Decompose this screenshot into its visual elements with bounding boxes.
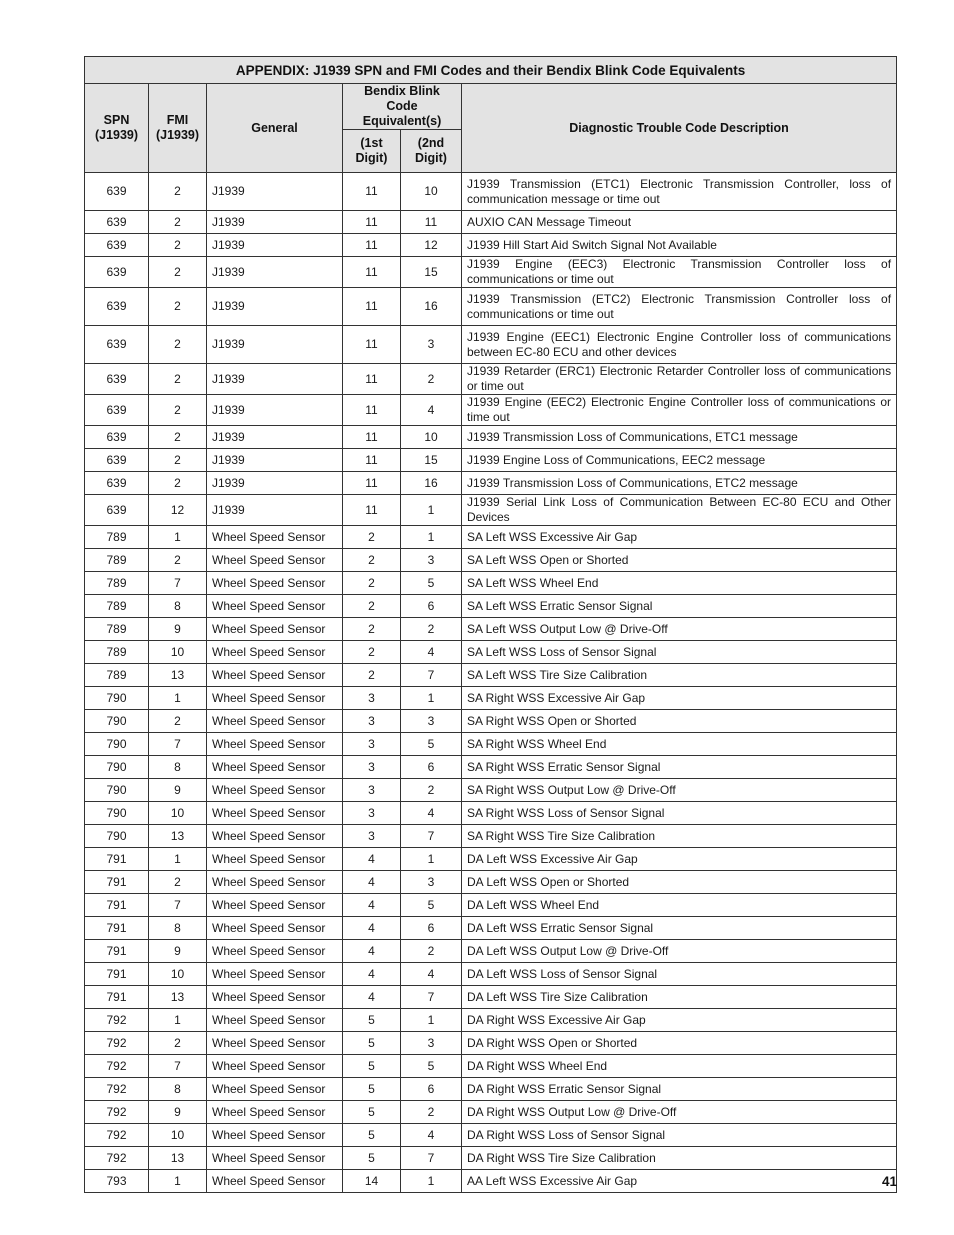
description-cell: AA Left WSS Excessive Air Gap: [462, 1170, 897, 1193]
spn-cell: 791: [85, 894, 149, 917]
table-row: [85, 871, 897, 894]
first-digit-cell: 4: [343, 917, 401, 940]
spn-cell: 792: [85, 1032, 149, 1055]
second-digit-cell: 1: [401, 1170, 462, 1193]
general-cell: J1939: [207, 449, 343, 472]
first-digit-cell: 11: [343, 257, 401, 288]
general-cell: J1939: [207, 211, 343, 234]
fmi-cell: 12: [149, 495, 207, 526]
spn-cell: 639: [85, 449, 149, 472]
first-digit-cell: 4: [343, 986, 401, 1009]
spn-cell: 791: [85, 963, 149, 986]
description-cell: SA Left WSS Wheel End: [462, 572, 897, 595]
description-cell: SA Left WSS Excessive Air Gap: [462, 526, 897, 549]
first-digit-cell: 11: [343, 326, 401, 364]
first-digit-cell: 3: [343, 710, 401, 733]
spn-cell: 790: [85, 710, 149, 733]
second-digit-cell: 2: [401, 1101, 462, 1124]
first-digit-cell: 4: [343, 940, 401, 963]
first-digit-cell: 5: [343, 1078, 401, 1101]
second-digit-cell: 12: [401, 234, 462, 257]
table-row: [85, 472, 897, 495]
table-row: [85, 986, 897, 1009]
general-cell: Wheel Speed Sensor: [207, 1101, 343, 1124]
table-row: [85, 549, 897, 572]
description-cell: DA Left WSS Loss of Sensor Signal: [462, 963, 897, 986]
general-cell: Wheel Speed Sensor: [207, 963, 343, 986]
general-header: General: [207, 84, 343, 173]
description-cell: J1939 Transmission Loss of Communications, ETC1 message: [462, 426, 897, 449]
table-row: [85, 1078, 897, 1101]
general-cell: Wheel Speed Sensor: [207, 1170, 343, 1193]
spn-cell: 790: [85, 756, 149, 779]
fmi-cell: 8: [149, 1078, 207, 1101]
general-cell: J1939: [207, 495, 343, 526]
general-cell: J1939: [207, 326, 343, 364]
fmi-cell: 1: [149, 1009, 207, 1032]
second-digit-cell: 4: [401, 1124, 462, 1147]
fmi-cell: 7: [149, 572, 207, 595]
fmi-cell: 7: [149, 894, 207, 917]
spn-cell: 791: [85, 986, 149, 1009]
general-cell: Wheel Speed Sensor: [207, 549, 343, 572]
table-row: [85, 1009, 897, 1032]
general-cell: Wheel Speed Sensor: [207, 1078, 343, 1101]
spn-cell: 790: [85, 687, 149, 710]
table-row: [85, 449, 897, 472]
blink-code-table: [84, 56, 897, 1193]
fmi-cell: 8: [149, 756, 207, 779]
first-digit-cell: 11: [343, 426, 401, 449]
table-row: [85, 426, 897, 449]
fmi-cell: 10: [149, 802, 207, 825]
fmi-cell: 1: [149, 526, 207, 549]
first-digit-cell: 3: [343, 687, 401, 710]
first-digit-cell: 2: [343, 641, 401, 664]
first-digit-cell: 3: [343, 756, 401, 779]
second-digit-cell: 4: [401, 395, 462, 426]
description-cell: J1939 Transmission (ETC2) Electronic Transmission Controller loss of communications or time out: [462, 288, 897, 326]
second-digit-cell: 5: [401, 733, 462, 756]
general-cell: Wheel Speed Sensor: [207, 940, 343, 963]
table-row: [85, 1170, 897, 1193]
first-digit-cell: 5: [343, 1147, 401, 1170]
general-cell: J1939: [207, 364, 343, 395]
description-cell: J1939 Engine (EEC2) Electronic Engine Controller loss of communications or time out: [462, 395, 897, 426]
fmi-cell: 2: [149, 326, 207, 364]
second-digit-cell: 2: [401, 364, 462, 395]
first-digit-cell: 11: [343, 173, 401, 211]
first-digit-cell: 3: [343, 733, 401, 756]
fmi-cell: 13: [149, 1147, 207, 1170]
description-cell: SA Right WSS Open or Shorted: [462, 710, 897, 733]
table-row: [85, 618, 897, 641]
fmi-cell: 2: [149, 173, 207, 211]
second-digit-cell: 10: [401, 173, 462, 211]
spn-cell: 789: [85, 595, 149, 618]
second-digit-cell: 2: [401, 940, 462, 963]
fmi-cell: 2: [149, 871, 207, 894]
blink-code-header: Bendix Blink Code Equivalent(s): [343, 84, 462, 130]
description-cell: J1939 Engine Loss of Communications, EEC2 message: [462, 449, 897, 472]
spn-cell: 639: [85, 257, 149, 288]
fmi-cell: 2: [149, 1032, 207, 1055]
first-digit-cell: 2: [343, 572, 401, 595]
description-cell: SA Left WSS Open or Shorted: [462, 549, 897, 572]
fmi-cell: 10: [149, 1124, 207, 1147]
spn-cell: 639: [85, 288, 149, 326]
fmi-cell: 2: [149, 449, 207, 472]
table-body: [85, 173, 897, 1193]
fmi-cell: 2: [149, 426, 207, 449]
spn-cell: 789: [85, 572, 149, 595]
fmi-cell: 9: [149, 940, 207, 963]
table-row: [85, 288, 897, 326]
table-row: [85, 1101, 897, 1124]
first-digit-cell: 5: [343, 1101, 401, 1124]
description-cell: SA Right WSS Loss of Sensor Signal: [462, 802, 897, 825]
general-cell: Wheel Speed Sensor: [207, 1147, 343, 1170]
table-row: [85, 779, 897, 802]
spn-cell: 639: [85, 395, 149, 426]
second-digit-cell: 6: [401, 595, 462, 618]
spn-header: SPN (J1939): [85, 84, 149, 173]
first-digit-cell: 2: [343, 618, 401, 641]
fmi-cell: 7: [149, 1055, 207, 1078]
second-digit-cell: 15: [401, 449, 462, 472]
first-digit-cell: 5: [343, 1055, 401, 1078]
general-cell: Wheel Speed Sensor: [207, 572, 343, 595]
description-cell: DA Left WSS Wheel End: [462, 894, 897, 917]
first-digit-cell: 11: [343, 288, 401, 326]
general-cell: J1939: [207, 472, 343, 495]
second-digit-cell: 4: [401, 641, 462, 664]
second-digit-cell: 7: [401, 986, 462, 1009]
second-digit-cell: 3: [401, 871, 462, 894]
general-cell: J1939: [207, 173, 343, 211]
spn-cell: 789: [85, 618, 149, 641]
fmi-cell: 2: [149, 211, 207, 234]
table-row: [85, 395, 897, 426]
table-row: [85, 326, 897, 364]
fmi-cell: 8: [149, 917, 207, 940]
general-cell: Wheel Speed Sensor: [207, 1009, 343, 1032]
spn-cell: 639: [85, 211, 149, 234]
general-cell: Wheel Speed Sensor: [207, 1055, 343, 1078]
description-cell: DA Left WSS Excessive Air Gap: [462, 848, 897, 871]
fmi-cell: 1: [149, 848, 207, 871]
second-digit-cell: 1: [401, 848, 462, 871]
spn-cell: 792: [85, 1055, 149, 1078]
fmi-cell: 2: [149, 549, 207, 572]
table-row: [85, 687, 897, 710]
description-cell: SA Right WSS Output Low @ Drive-Off: [462, 779, 897, 802]
fmi-cell: 9: [149, 1101, 207, 1124]
fmi-cell: 8: [149, 595, 207, 618]
description-cell: J1939 Transmission Loss of Communications, ETC2 message: [462, 472, 897, 495]
general-cell: Wheel Speed Sensor: [207, 894, 343, 917]
fmi-cell: 2: [149, 395, 207, 426]
second-digit-cell: 3: [401, 549, 462, 572]
first-digit-cell: 4: [343, 963, 401, 986]
spn-cell: 789: [85, 664, 149, 687]
table-row: [85, 894, 897, 917]
table-row: [85, 257, 897, 288]
general-cell: Wheel Speed Sensor: [207, 917, 343, 940]
general-cell: Wheel Speed Sensor: [207, 825, 343, 848]
table-title: APPENDIX: J1939 SPN and FMI Codes and their Bendix Blink Code Equivalents: [85, 57, 897, 84]
first-digit-cell: 11: [343, 364, 401, 395]
general-cell: Wheel Speed Sensor: [207, 1032, 343, 1055]
second-digit-cell: 4: [401, 963, 462, 986]
general-cell: Wheel Speed Sensor: [207, 641, 343, 664]
second-digit-cell: 15: [401, 257, 462, 288]
spn-cell: 639: [85, 495, 149, 526]
spn-cell: 639: [85, 173, 149, 211]
general-cell: J1939: [207, 426, 343, 449]
spn-cell: 789: [85, 526, 149, 549]
second-digit-cell: 5: [401, 572, 462, 595]
description-cell: J1939 Transmission (ETC1) Electronic Transmission Controller, loss of communication message or time out: [462, 173, 897, 211]
general-cell: J1939: [207, 395, 343, 426]
description-cell: DA Left WSS Open or Shorted: [462, 871, 897, 894]
table-row: [85, 495, 897, 526]
first-digit-cell: 3: [343, 802, 401, 825]
second-digit-cell: 16: [401, 472, 462, 495]
fmi-cell: 2: [149, 364, 207, 395]
general-cell: Wheel Speed Sensor: [207, 848, 343, 871]
table-row: [85, 211, 897, 234]
fmi-cell: 2: [149, 472, 207, 495]
description-cell: SA Right WSS Excessive Air Gap: [462, 687, 897, 710]
fmi-cell: 1: [149, 687, 207, 710]
first-digit-cell: 2: [343, 549, 401, 572]
description-cell: DA Right WSS Excessive Air Gap: [462, 1009, 897, 1032]
general-cell: Wheel Speed Sensor: [207, 618, 343, 641]
second-digit-cell: 6: [401, 1078, 462, 1101]
second-digit-cell: 1: [401, 1009, 462, 1032]
table-row: [85, 848, 897, 871]
description-cell: J1939 Engine (EEC1) Electronic Engine Controller loss of communications between EC-80 ECU and other devices: [462, 326, 897, 364]
spn-cell: 792: [85, 1009, 149, 1032]
table-row: [85, 572, 897, 595]
table-row: [85, 1147, 897, 1170]
spn-cell: 789: [85, 549, 149, 572]
second-digit-cell: 11: [401, 211, 462, 234]
second-digit-cell: 2: [401, 779, 462, 802]
table-row: [85, 1124, 897, 1147]
description-cell: J1939 Serial Link Loss of Communication Between EC-80 ECU and Other Devices: [462, 495, 897, 526]
fmi-cell: 10: [149, 641, 207, 664]
description-cell: SA Right WSS Tire Size Calibration: [462, 825, 897, 848]
description-cell: DA Right WSS Loss of Sensor Signal: [462, 1124, 897, 1147]
first-digit-cell: 11: [343, 395, 401, 426]
table-row: [85, 733, 897, 756]
description-cell: AUXIO CAN Message Timeout: [462, 211, 897, 234]
spn-cell: 790: [85, 733, 149, 756]
second-digit-cell: 4: [401, 802, 462, 825]
second-digit-cell: 3: [401, 326, 462, 364]
description-cell: SA Left WSS Loss of Sensor Signal: [462, 641, 897, 664]
second-digit-cell: 5: [401, 894, 462, 917]
first-digit-cell: 11: [343, 495, 401, 526]
spn-cell: 791: [85, 848, 149, 871]
second-digit-cell: 7: [401, 825, 462, 848]
spn-cell: 793: [85, 1170, 149, 1193]
description-cell: DA Left WSS Tire Size Calibration: [462, 986, 897, 1009]
second-digit-cell: 10: [401, 426, 462, 449]
spn-cell: 639: [85, 472, 149, 495]
fmi-cell: 2: [149, 234, 207, 257]
spn-cell: 639: [85, 234, 149, 257]
spn-cell: 791: [85, 871, 149, 894]
table-header: [85, 57, 897, 173]
fmi-cell: 9: [149, 618, 207, 641]
first-digit-cell: 11: [343, 449, 401, 472]
description-cell: DA Right WSS Erratic Sensor Signal: [462, 1078, 897, 1101]
second-digit-cell: 16: [401, 288, 462, 326]
spn-cell: 791: [85, 917, 149, 940]
general-cell: Wheel Speed Sensor: [207, 526, 343, 549]
table-row: [85, 1032, 897, 1055]
spn-cell: 639: [85, 326, 149, 364]
general-cell: J1939: [207, 288, 343, 326]
table-row: [85, 234, 897, 257]
second-digit-cell: 6: [401, 917, 462, 940]
table-row: [85, 641, 897, 664]
spn-cell: 790: [85, 825, 149, 848]
description-cell: SA Left WSS Tire Size Calibration: [462, 664, 897, 687]
first-digit-cell: 2: [343, 664, 401, 687]
table-row: [85, 173, 897, 211]
first-digit-cell: 11: [343, 211, 401, 234]
table-row: [85, 710, 897, 733]
table-row: [85, 940, 897, 963]
general-cell: Wheel Speed Sensor: [207, 802, 343, 825]
spn-cell: 789: [85, 641, 149, 664]
fmi-cell: 13: [149, 825, 207, 848]
general-cell: Wheel Speed Sensor: [207, 756, 343, 779]
first-digit-header: (1st Digit): [343, 130, 401, 173]
second-digit-cell: 3: [401, 710, 462, 733]
second-digit-cell: 3: [401, 1032, 462, 1055]
description-cell: J1939 Hill Start Aid Switch Signal Not Available: [462, 234, 897, 257]
first-digit-cell: 11: [343, 472, 401, 495]
description-cell: DA Right WSS Output Low @ Drive-Off: [462, 1101, 897, 1124]
table-row: [85, 595, 897, 618]
general-cell: Wheel Speed Sensor: [207, 986, 343, 1009]
fmi-cell: 10: [149, 963, 207, 986]
description-cell: DA Right WSS Wheel End: [462, 1055, 897, 1078]
general-cell: Wheel Speed Sensor: [207, 687, 343, 710]
first-digit-cell: 2: [343, 595, 401, 618]
second-digit-cell: 5: [401, 1055, 462, 1078]
general-cell: Wheel Speed Sensor: [207, 1124, 343, 1147]
description-cell: SA Right WSS Wheel End: [462, 733, 897, 756]
first-digit-cell: 11: [343, 234, 401, 257]
first-digit-cell: 3: [343, 779, 401, 802]
spn-cell: 639: [85, 426, 149, 449]
second-digit-cell: 1: [401, 495, 462, 526]
description-cell: DA Left WSS Output Low @ Drive-Off: [462, 940, 897, 963]
second-digit-cell: 2: [401, 618, 462, 641]
first-digit-cell: 4: [343, 871, 401, 894]
fmi-cell: 2: [149, 710, 207, 733]
table-row: [85, 917, 897, 940]
spn-cell: 792: [85, 1124, 149, 1147]
fmi-cell: 1: [149, 1170, 207, 1193]
spn-cell: 792: [85, 1101, 149, 1124]
spn-cell: 791: [85, 940, 149, 963]
description-cell: SA Left WSS Output Low @ Drive-Off: [462, 618, 897, 641]
table-row: [85, 526, 897, 549]
general-cell: J1939: [207, 257, 343, 288]
spn-cell: 639: [85, 364, 149, 395]
description-header: Diagnostic Trouble Code Description: [462, 84, 897, 173]
second-digit-cell: 6: [401, 756, 462, 779]
table-row: [85, 364, 897, 395]
first-digit-cell: 4: [343, 848, 401, 871]
second-digit-cell: 1: [401, 526, 462, 549]
table-row: [85, 664, 897, 687]
fmi-cell: 13: [149, 664, 207, 687]
general-cell: Wheel Speed Sensor: [207, 733, 343, 756]
spn-cell: 792: [85, 1078, 149, 1101]
fmi-cell: 2: [149, 288, 207, 326]
description-cell: J1939 Engine (EEC3) Electronic Transmission Controller loss of communications or time out: [462, 257, 897, 288]
first-digit-cell: 5: [343, 1124, 401, 1147]
general-cell: Wheel Speed Sensor: [207, 779, 343, 802]
fmi-header: FMI (J1939): [149, 84, 207, 173]
fmi-cell: 2: [149, 257, 207, 288]
general-cell: Wheel Speed Sensor: [207, 710, 343, 733]
table-row: [85, 963, 897, 986]
general-cell: Wheel Speed Sensor: [207, 664, 343, 687]
description-cell: DA Right WSS Open or Shorted: [462, 1032, 897, 1055]
fmi-cell: 7: [149, 733, 207, 756]
first-digit-cell: 5: [343, 1032, 401, 1055]
table-row: [85, 802, 897, 825]
description-cell: J1939 Retarder (ERC1) Electronic Retarder Controller loss of communications or time out: [462, 364, 897, 395]
fmi-cell: 9: [149, 779, 207, 802]
table-row: [85, 756, 897, 779]
page-number: 41: [881, 1174, 897, 1189]
spn-cell: 790: [85, 779, 149, 802]
description-cell: DA Left WSS Erratic Sensor Signal: [462, 917, 897, 940]
first-digit-cell: 5: [343, 1009, 401, 1032]
table-row: [85, 825, 897, 848]
second-digit-cell: 7: [401, 664, 462, 687]
fmi-cell: 13: [149, 986, 207, 1009]
second-digit-header: (2nd Digit): [401, 130, 462, 173]
description-cell: DA Right WSS Tire Size Calibration: [462, 1147, 897, 1170]
spn-cell: 792: [85, 1147, 149, 1170]
second-digit-cell: 7: [401, 1147, 462, 1170]
table-row: [85, 1055, 897, 1078]
first-digit-cell: 14: [343, 1170, 401, 1193]
description-cell: SA Left WSS Erratic Sensor Signal: [462, 595, 897, 618]
first-digit-cell: 3: [343, 825, 401, 848]
first-digit-cell: 4: [343, 894, 401, 917]
spn-cell: 790: [85, 802, 149, 825]
general-cell: Wheel Speed Sensor: [207, 595, 343, 618]
second-digit-cell: 1: [401, 687, 462, 710]
general-cell: Wheel Speed Sensor: [207, 871, 343, 894]
general-cell: J1939: [207, 234, 343, 257]
first-digit-cell: 2: [343, 526, 401, 549]
description-cell: SA Right WSS Erratic Sensor Signal: [462, 756, 897, 779]
